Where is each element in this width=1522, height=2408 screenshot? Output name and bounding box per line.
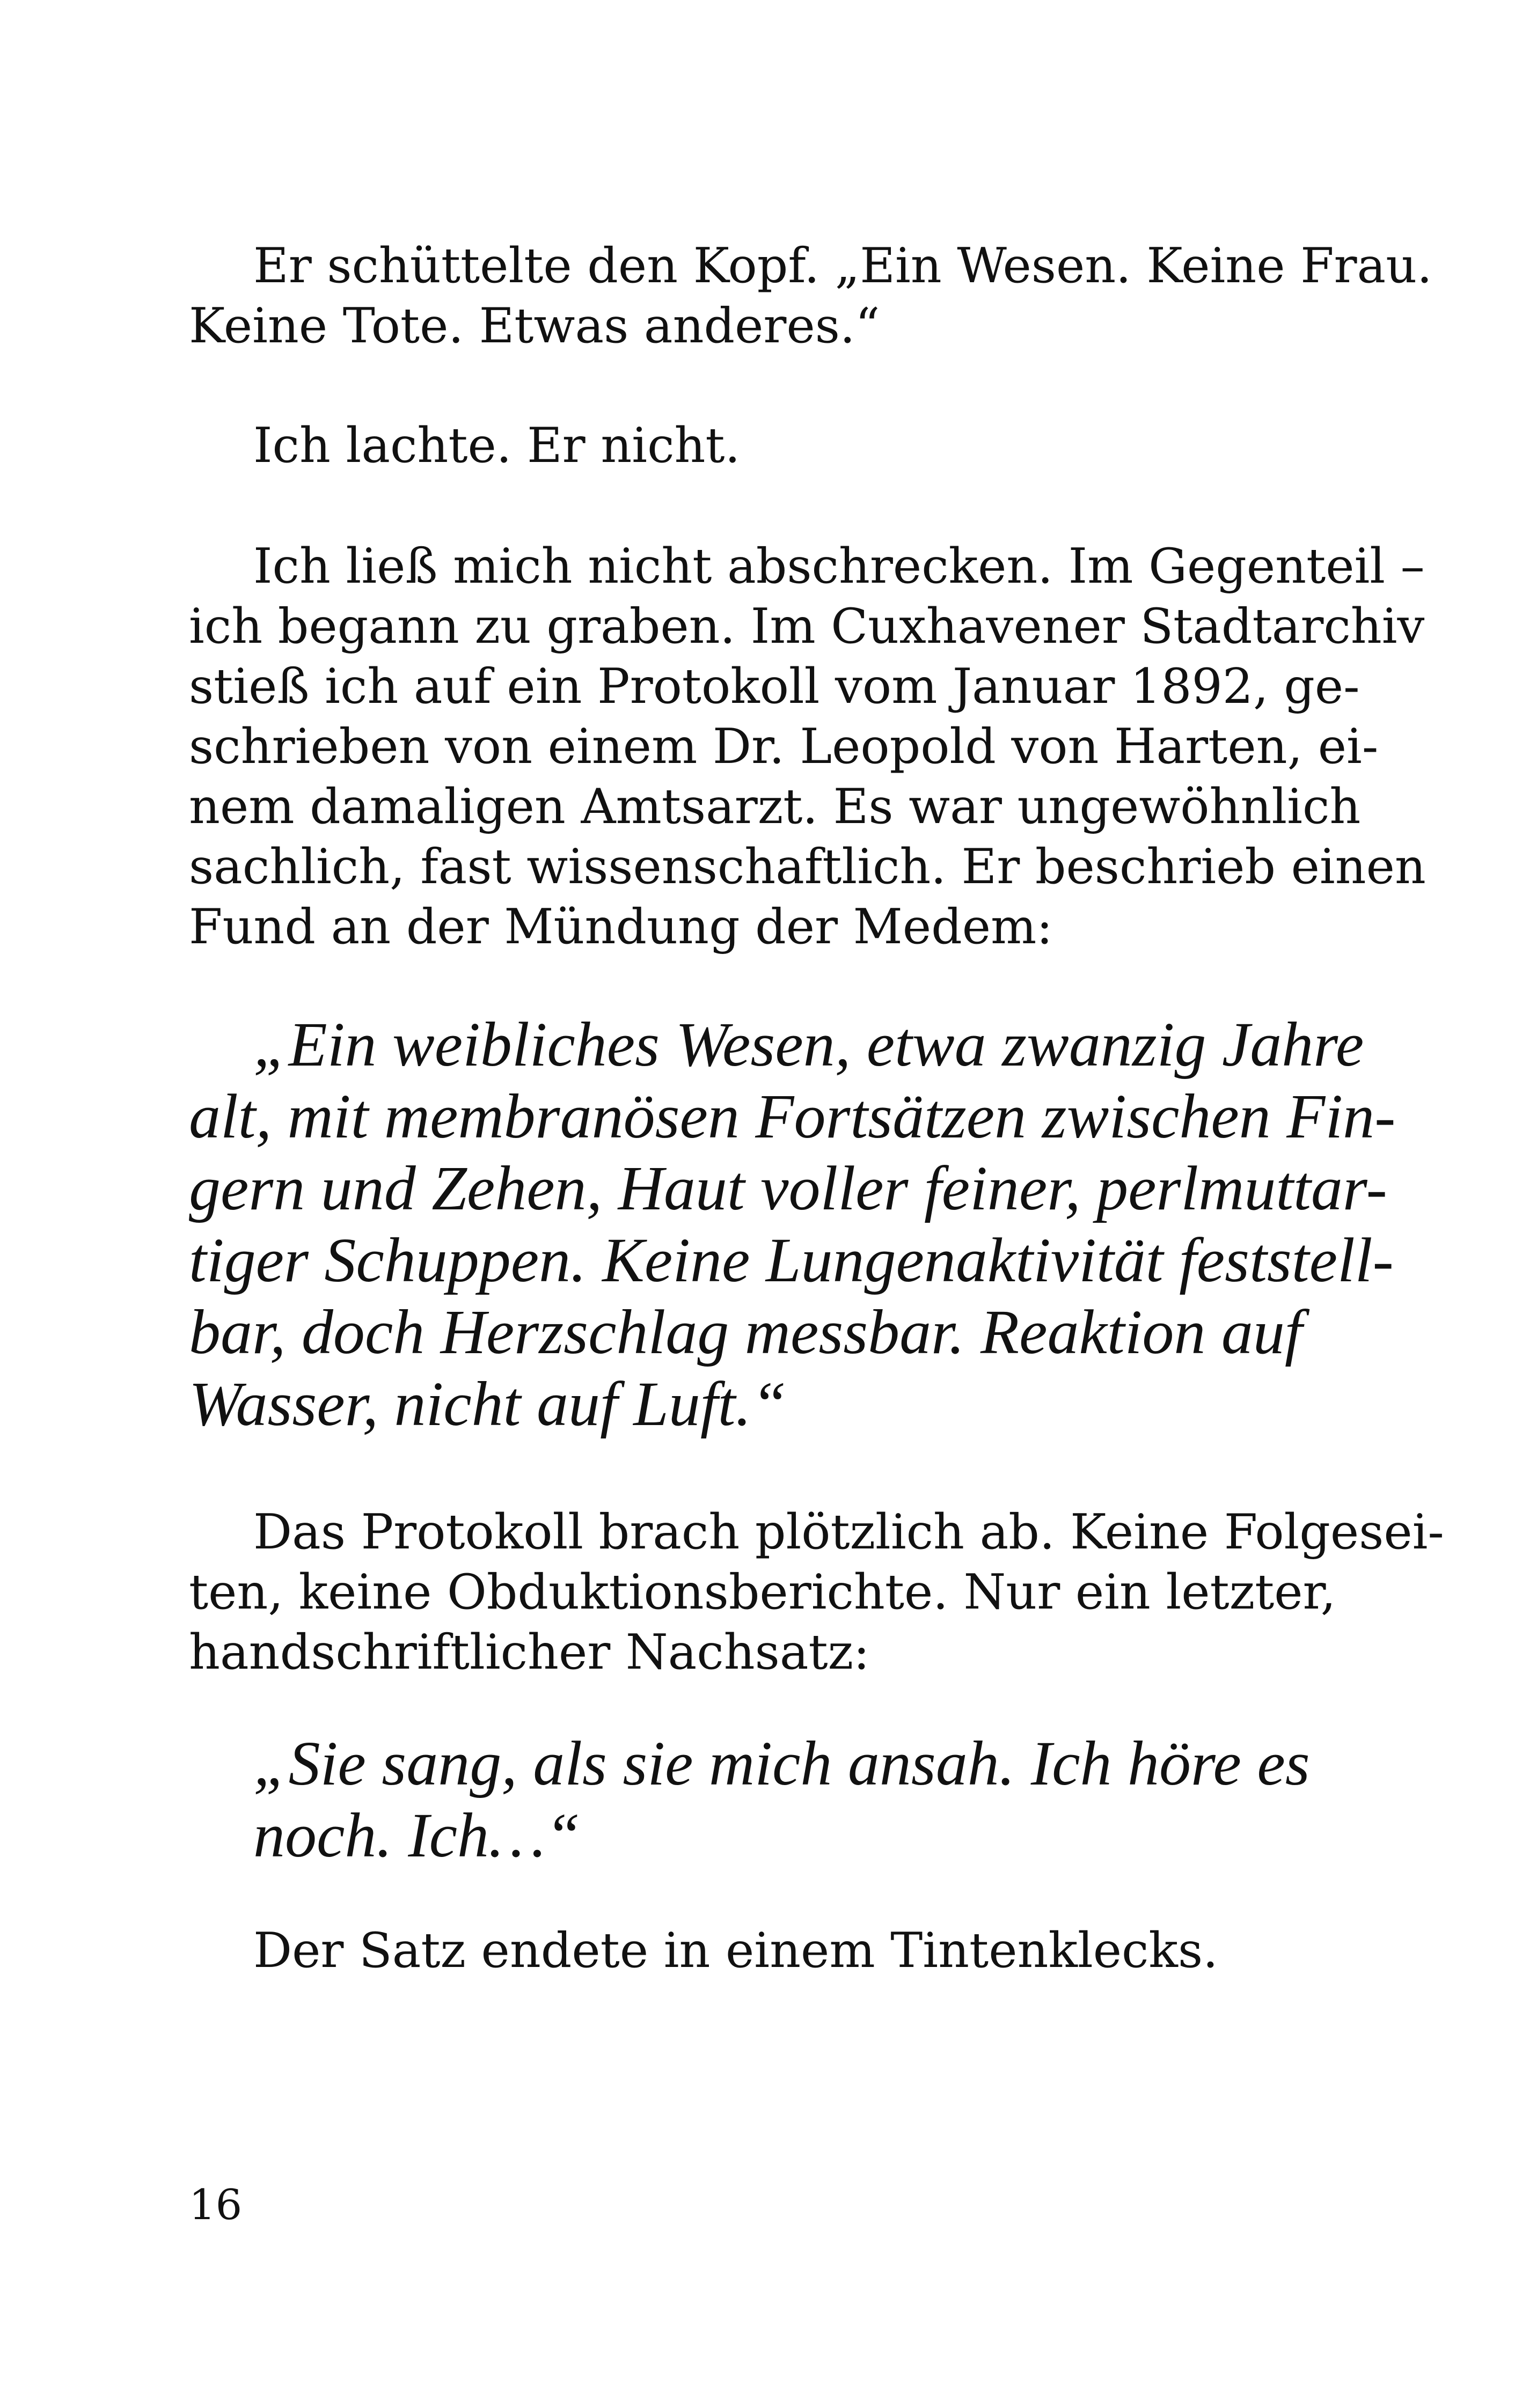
quote-line: Wasser, nicht auf Luft.“ <box>189 1369 787 1439</box>
paragraph-1 <box>189 236 1432 356</box>
text-line: Er schüttelte den Kopf. „Ein Wesen. Keine Frau. <box>253 238 1432 294</box>
quote-line: noch. Ich…“ <box>253 1800 581 1870</box>
quote-line: „Ein weibliches Wesen, etwa zwanzig Jahre <box>253 1009 1364 1080</box>
quote-line: bar, doch Herzschlag messbar. Reaktion auf <box>189 1297 1303 1367</box>
text-line: ten, keine Obduktionsberichte. Nur ein letzter, <box>189 1564 1336 1620</box>
page-number: 16 <box>189 2181 243 2229</box>
text-line: Keine Tote. Etwas anderes.“ <box>189 298 880 354</box>
text-line: handschriftlicher Nachsatz: <box>189 1624 870 1680</box>
paragraph-3 <box>189 537 1426 957</box>
text-line: nem damaligen Amtsarzt. Es war ungewöhnlich <box>189 779 1361 835</box>
text-line: Der Satz endete in einem Tintenklecks. <box>253 1922 1218 1979</box>
text-line: Das Protokoll brach plötzlich ab. Keine Folgesei- <box>253 1504 1444 1560</box>
quote-line: gern und Zehen, Haut voller feiner, perlmuttar- <box>189 1153 1387 1223</box>
text-line: Fund an der Mündung der Medem: <box>189 899 1053 955</box>
quote-handwritten <box>189 1728 1310 1871</box>
quote-protocol <box>189 1009 1396 1440</box>
paragraph-4 <box>189 1502 1444 1683</box>
paragraph-5 <box>189 1921 1294 1981</box>
text-line: sachlich, fast wissenschaftlich. Er beschrieb einen <box>189 839 1426 895</box>
text-line: schrieben von einem Dr. Leopold von Harten, ei- <box>189 718 1379 775</box>
text-line: ich begann zu graben. Im Cuxhavener Stadtarchiv <box>189 598 1425 655</box>
text-line: Ich lachte. Er nicht. <box>253 417 741 474</box>
quote-line: alt, mit membranösen Fortsätzen zwischen Fin- <box>189 1081 1396 1151</box>
text-line: stieß ich auf ein Protokoll vom Januar 1892, ge- <box>189 658 1360 715</box>
paragraph-2 <box>189 416 1294 476</box>
quote-line: „Sie sang, als sie mich ansah. Ich höre es <box>253 1728 1310 1798</box>
text-line: Ich ließ mich nicht abschrecken. Im Gegenteil – <box>253 538 1425 594</box>
quote-line: tiger Schuppen. Keine Lungenaktivität feststell- <box>189 1225 1394 1295</box>
